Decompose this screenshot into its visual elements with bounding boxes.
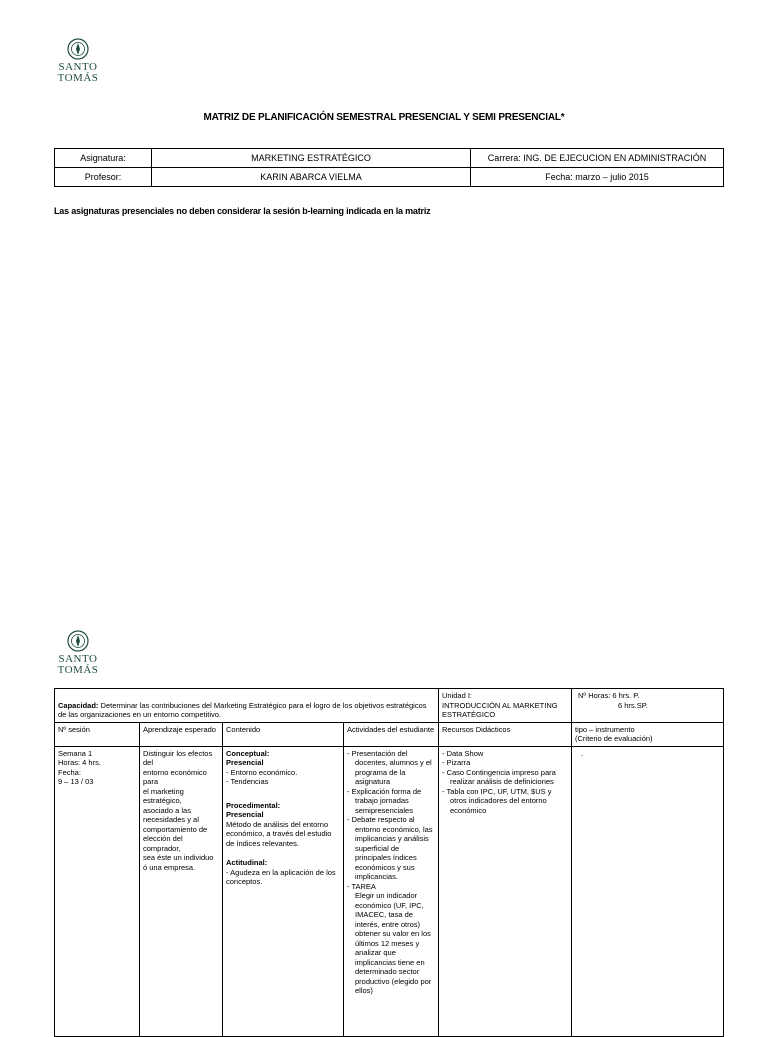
recurso-item: - Data Show <box>442 749 568 759</box>
aprendizaje-line: sea éste un individuo ó una empresa. <box>143 853 214 872</box>
page-title: MATRIZ DE PLANIFICACIÓN SEMESTRAL PRESENCIAL Y SEMI PRESENCIAL* <box>203 112 565 123</box>
conceptual-label: Conceptual: <box>226 748 270 758</box>
unidad-value: INTRODUCCIÓN AL MARKETING ESTRATÉGICO <box>442 700 558 719</box>
tarea-text: Elegir un indicador económico (UF, IPC, IMACEC, tasa de interés, entre otros) obtener su valor en los últimos 12 meses y analizar que implicancias tiene en determinado sector productivo (elegido por ellos) <box>355 891 432 995</box>
actividad-item: - Debate respecto al entorno económico, las implicancias y análisis superficial de principales índices económicos y sus implicancias. <box>347 815 435 882</box>
col-actividades: Actividades del estudiante <box>344 722 439 746</box>
contenido-cell <box>223 746 344 1036</box>
capacidad-cell <box>55 689 439 723</box>
profesor-label: Profesor: <box>55 168 152 187</box>
conceptual-presencial: Presencial <box>226 758 264 767</box>
session-date-label: Fecha: <box>58 767 81 777</box>
col-aprendizaje: Aprendizaje esperado <box>140 722 223 746</box>
crest-icon <box>67 630 89 654</box>
profesor-value: KARIN ABARCA VIELMA <box>152 168 471 187</box>
unidad-label: Unidad I: <box>442 691 473 700</box>
recursos-cell <box>439 746 572 1036</box>
recurso-item: - Pizarra <box>442 758 568 768</box>
header-table <box>54 148 724 187</box>
horas-line2: 6 hrs.SP. <box>618 700 648 710</box>
aprendizaje-line: entorno económico para <box>143 767 207 786</box>
santo-tomas-logo-2 <box>56 630 100 676</box>
evaluacion-text: . <box>581 748 584 758</box>
col-contenido: Contenido <box>223 722 344 746</box>
recursos-list <box>442 749 568 816</box>
actividad-item: - Explicación forma de trabajo jornadas semipresenciales <box>347 787 435 816</box>
aprendizaje-line: Distinguir los efectos del <box>143 748 213 767</box>
conceptual-item: - Tendencias <box>226 777 269 786</box>
asignatura-label: Asignatura: <box>55 149 152 168</box>
horas-cell <box>572 689 724 723</box>
aprendizaje-line: asociado a las necesidades y al <box>143 805 199 824</box>
session-week: Semana 1 <box>58 748 93 758</box>
col-tipo: tipo – instrumento <box>575 724 635 734</box>
logo-line2: TOMÁS <box>57 664 99 676</box>
col-evaluacion <box>572 722 724 746</box>
session-date: 9 – 13 / 03 <box>58 777 94 786</box>
procedimental-presencial: Presencial <box>226 810 264 819</box>
recurso-item: - Tabla con IPC, UF, UTM, $US y otros indicadores del entorno económico <box>442 787 568 816</box>
conceptual-item: - Entorno económico. <box>226 767 298 777</box>
actitudinal-text: - Agudeza en la aplicación de los conceptos. <box>226 867 336 886</box>
procedimental-label: Procedimental: <box>226 800 281 810</box>
unidad-cell <box>439 689 572 723</box>
col-criterio: (Criterio de evaluación) <box>575 734 653 743</box>
fecha: Fecha: marzo – julio 2015 <box>471 168 724 187</box>
actividad-item: - TAREA <box>347 882 435 892</box>
carrera: Carrera: ING. DE EJECUCION EN ADMINISTRACIÓN <box>471 149 724 168</box>
actitudinal-label: Actitudinal: <box>226 858 268 867</box>
evaluacion-cell <box>572 746 724 1036</box>
col-recursos: Recursos Didácticos <box>439 722 572 746</box>
capacidad-text: Determinar las contribuciones del Marketing Estratégico para el logro de los objetivos estratégicos de las organizaciones en un entorno competitivo. <box>58 700 427 719</box>
plan-table <box>54 688 724 1037</box>
recurso-item: - Caso Contingencia impreso para realizar análisis de definiciones <box>442 768 568 787</box>
col-sesion: Nº sesión <box>55 722 140 746</box>
capacidad-label: Capacidad: <box>58 700 99 710</box>
logo-line1: SANTO <box>58 653 98 665</box>
actividades-list <box>347 749 435 892</box>
santo-tomas-logo <box>56 38 100 84</box>
actividades-cell <box>344 746 439 1036</box>
procedimental-text: Método de análisis del entorno económico, a través del estudio de índices relevantes. <box>226 819 332 848</box>
session-hours: Horas: 4 hrs. <box>58 758 101 767</box>
aprendizaje-cell <box>140 746 223 1036</box>
aprendizaje-line: comportamiento de elección del <box>143 824 208 843</box>
crest-icon <box>67 38 89 62</box>
asignatura-value: MARKETING ESTRATÉGICO <box>152 149 471 168</box>
note-text: Las asignaturas presenciales no deben considerar la sesión b-learning indicada en la matriz <box>54 206 431 216</box>
logo-line1: SANTO <box>58 61 98 73</box>
logo-line2: TOMÁS <box>57 72 99 84</box>
horas-line1: Nº Horas: 6 hrs. P. <box>578 691 640 700</box>
aprendizaje-line: el marketing estratégico, <box>143 786 184 805</box>
session-cell <box>55 746 140 1036</box>
actividad-item: - Presentación del docentes, alumnos y el programa de la asignatura <box>347 749 435 787</box>
aprendizaje-line: comprador, <box>143 843 181 853</box>
